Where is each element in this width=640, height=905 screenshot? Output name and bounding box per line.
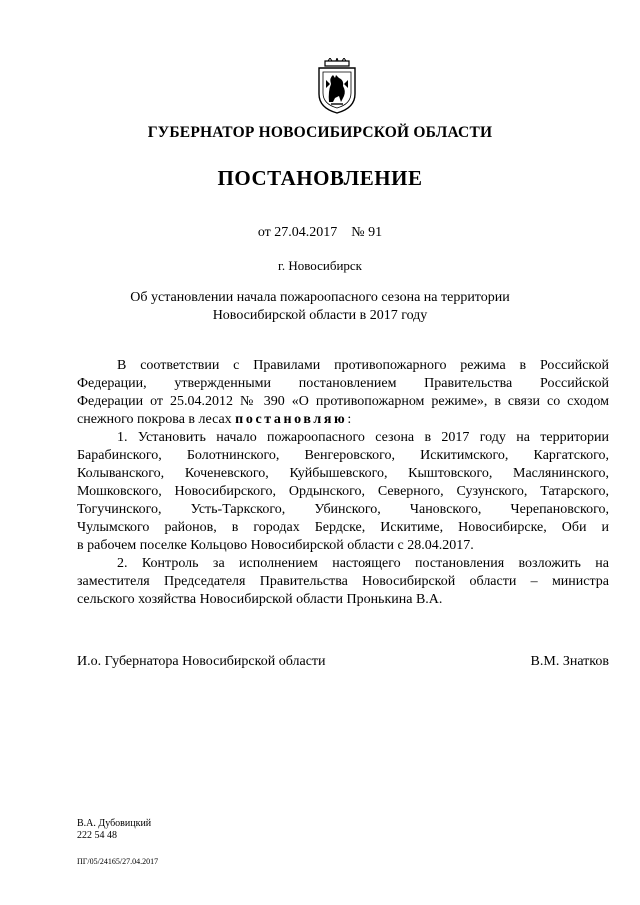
document-number: № 91 [351, 225, 383, 240]
registration-number: ПГ/05/24165/27.04.2017 [77, 857, 159, 866]
document-type-title: ПОСТАНОВЛЕНИЕ [217, 166, 423, 190]
subject-line: Новосибирской области в 2017 году [212, 308, 428, 323]
item1-line: Тогучинского, Усть-Таркского, Убинского, Чановского, Черепановского, [77, 502, 609, 517]
preamble-colon: : [347, 412, 352, 427]
document-date: от 27.04.2017 [257, 225, 338, 240]
item2-line: заместителя Председателя Правительства Новосибирской области – министра [77, 574, 609, 589]
preamble-line: Федерации, утвержденными постановлением Правительства Российской [77, 376, 609, 391]
item1-line: Чулымского районов, в городах Бердске, Искитиме, Новосибирске, Оби и [77, 520, 609, 535]
item1-line: в рабочем поселке Кольцово Новосибирской области с 28.04.2017. [77, 538, 474, 553]
item2-line: сельского хозяйства Новосибирской области Пронькина В.А. [77, 592, 443, 607]
executor-name: В.А. Дубовицкий [77, 818, 152, 829]
signatory-title: И.о. Губернатора Новосибирской области [77, 654, 326, 669]
executor-info [77, 818, 151, 842]
document-city: г. Новосибирск [277, 258, 362, 273]
preamble-line [77, 411, 609, 429]
subject-line: Об установлении начала пожароопасного сезона на территории [130, 290, 510, 305]
preamble-text: снежного покрова в лесах [77, 412, 232, 427]
organization-title: ГУБЕРНАТОР НОВОСИБИРСКОЙ ОБЛАСТИ [147, 124, 493, 141]
preamble-line: В соответствии с Правилами противопожарного режима в Российской [117, 358, 609, 373]
item1-line: 1. Установить начало пожароопасного сезона в 2017 году на территории [117, 430, 609, 445]
coat-of-arms-icon [317, 58, 357, 114]
item1-line: Барабинского, Болотнинского, Венгеровского, Искитимского, Каргатского, [77, 448, 609, 463]
decree-word: постановляю [235, 412, 348, 427]
executor-phone: 222 54 48 [77, 830, 117, 841]
signatory-name: В.М. Знатков [530, 654, 609, 669]
item1-line: Колыванского, Коченевского, Куйбышевского, Кыштовского, Маслянинского, [77, 466, 609, 481]
document-subject [0, 289, 640, 325]
date-number-line [0, 225, 640, 241]
document-body [77, 357, 609, 609]
item2-line: 2. Контроль за исполнением настоящего постановления возложить на [117, 556, 609, 571]
item1-line: Мошковского, Новосибирского, Ордынского, Северного, Сузунского, Татарского, [77, 484, 609, 499]
preamble-line: Федерации от 25.04.2012 № 390 «О противопожарном режиме», в связи со сходом [77, 394, 609, 409]
